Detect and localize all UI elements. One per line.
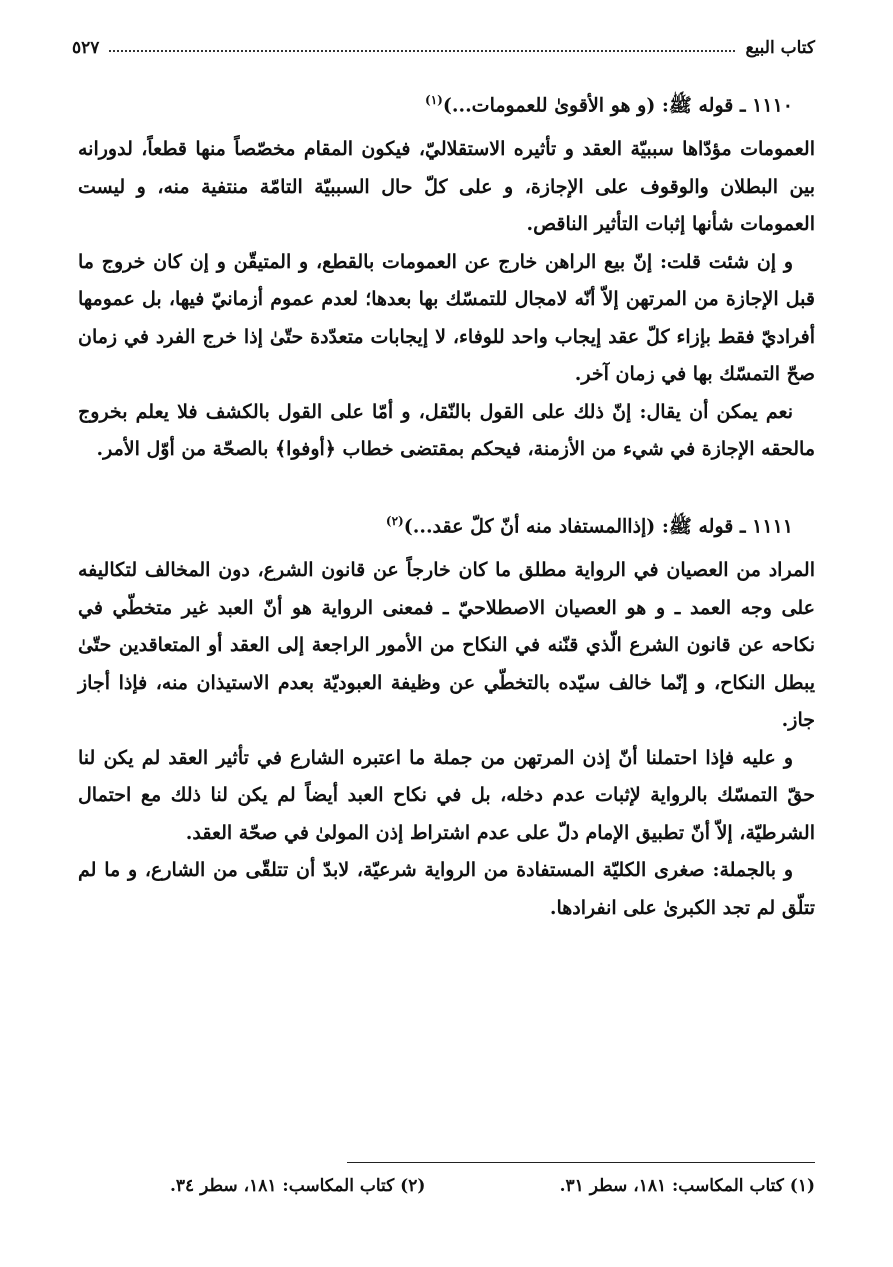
section-gap xyxy=(78,469,815,503)
main-text xyxy=(78,82,815,927)
footnote-ref: (٢) xyxy=(385,513,404,528)
section-heading-text: ١١١٠ ـ قوله ﷺ: (و هو الأقوىٰ للعمومات...) xyxy=(442,94,793,117)
paragraph: و إن شئت قلت: إنّ بيع الراهن خارج عن العمومات بالقطع، و المتيقّن و إن كان خروج ما قبل الإجازة من المرتهن إلاّ أنّه لامجال للتمسّك بها بعدها؛ لعدم عموم أزمانيّ فيها، بل عمومها أفراديّ فقط بإزاء كلّ عقد إيجاب واحد للوفاء، لا إيجابات متعدّدة حتّىٰ إذا خرج الفرد في زمان صحّ التمسّك بها في زمان آخر. xyxy=(78,250,815,386)
paragraph: العمومات مؤدّاها سببيّة العقد و تأثيره الاستقلاليّ، فيكون المقام مخصّصاً منها قطعاً، لدورانه بين البطلان والوقوف على الإجازة، و على كلّ حال السببيّة التامّة منتفية منه، و ليست العمومات شأنها إثبات التأثير الناقص. xyxy=(78,138,815,236)
footnote-ref: (١) xyxy=(425,93,443,107)
section-1111 xyxy=(78,503,815,927)
page-number: ٥٢٧ xyxy=(72,38,100,58)
paragraph: المراد من العصيان في الرواية مطلق ما كان خارجاً عن قانون الشرع، دون المخالف لتكاليفه على وجه العمد ـ و هو العصيان الاصطلاحيّ ـ فمعنى الرواية هو أنّ العبد غير متخطّي في نكاحه عن قانون الشرع الّذي قنّنه في النكاح من الأمور الراجعة إلى العقد أو المتعاقدين حتّىٰ يبطل النكاح، و إنّما خالف سيّده بالتخطّي عن وظيفة العبوديّة بعدم الاستيذان منه، فإذا أجاز جاز. xyxy=(78,559,815,732)
footnote-separator xyxy=(347,1162,815,1163)
section-1110 xyxy=(78,82,815,469)
section-heading xyxy=(78,82,815,123)
paragraph: نعم يمكن أن يقال: إنّ ذلك على القول بالنّقل، و أمّا على القول بالكشف فلا يعلم بخروج مالحقه الإجازة في شيء من الأزمنة، فيحكم بمقتضى خطاب ﴿أوفوا﴾ بالصحّة من أوّل الأمر. xyxy=(78,400,815,461)
paragraph: و عليه فإذا احتملنا أنّ إذن المرتهن من جملة ما اعتبره الشارع في تأثير العقد لم يكن لنا حقّ التمسّك بالرواية لإثبات عدم دخله، بل في نكاح العبد أيضاً لم يكن لنا ذلك مع احتمال الشرطيّة، إلاّ أنّ تطبيق الإمام دلّ على عدم اشتراط إذن المولىٰ في صحّة العقد. xyxy=(78,746,815,844)
section-heading-text: ١١١١ ـ قوله ﷺ: (إذاالمستفاد منه أنّ كلّ عقد...) xyxy=(403,515,793,538)
running-header xyxy=(72,30,815,66)
book-title: كتاب البيع xyxy=(745,38,815,58)
footnote-1: (١) كتاب المكاسب: ١٨١، سطر ٣١. xyxy=(559,1176,815,1196)
section-heading xyxy=(78,503,815,544)
header-dot-leader xyxy=(109,50,735,52)
footnotes xyxy=(170,1176,815,1196)
paragraph: و بالجملة: صغرى الكليّة المستفادة من الرواية شرعيّة، لابدّ أن تتلقّى من الشارع، و ما لم تتلّق لم تجد الكبرىٰ على انفرادها. xyxy=(78,859,815,919)
footnote-2: (٢) كتاب المكاسب: ١٨١، سطر ٣٤. xyxy=(170,1176,426,1196)
